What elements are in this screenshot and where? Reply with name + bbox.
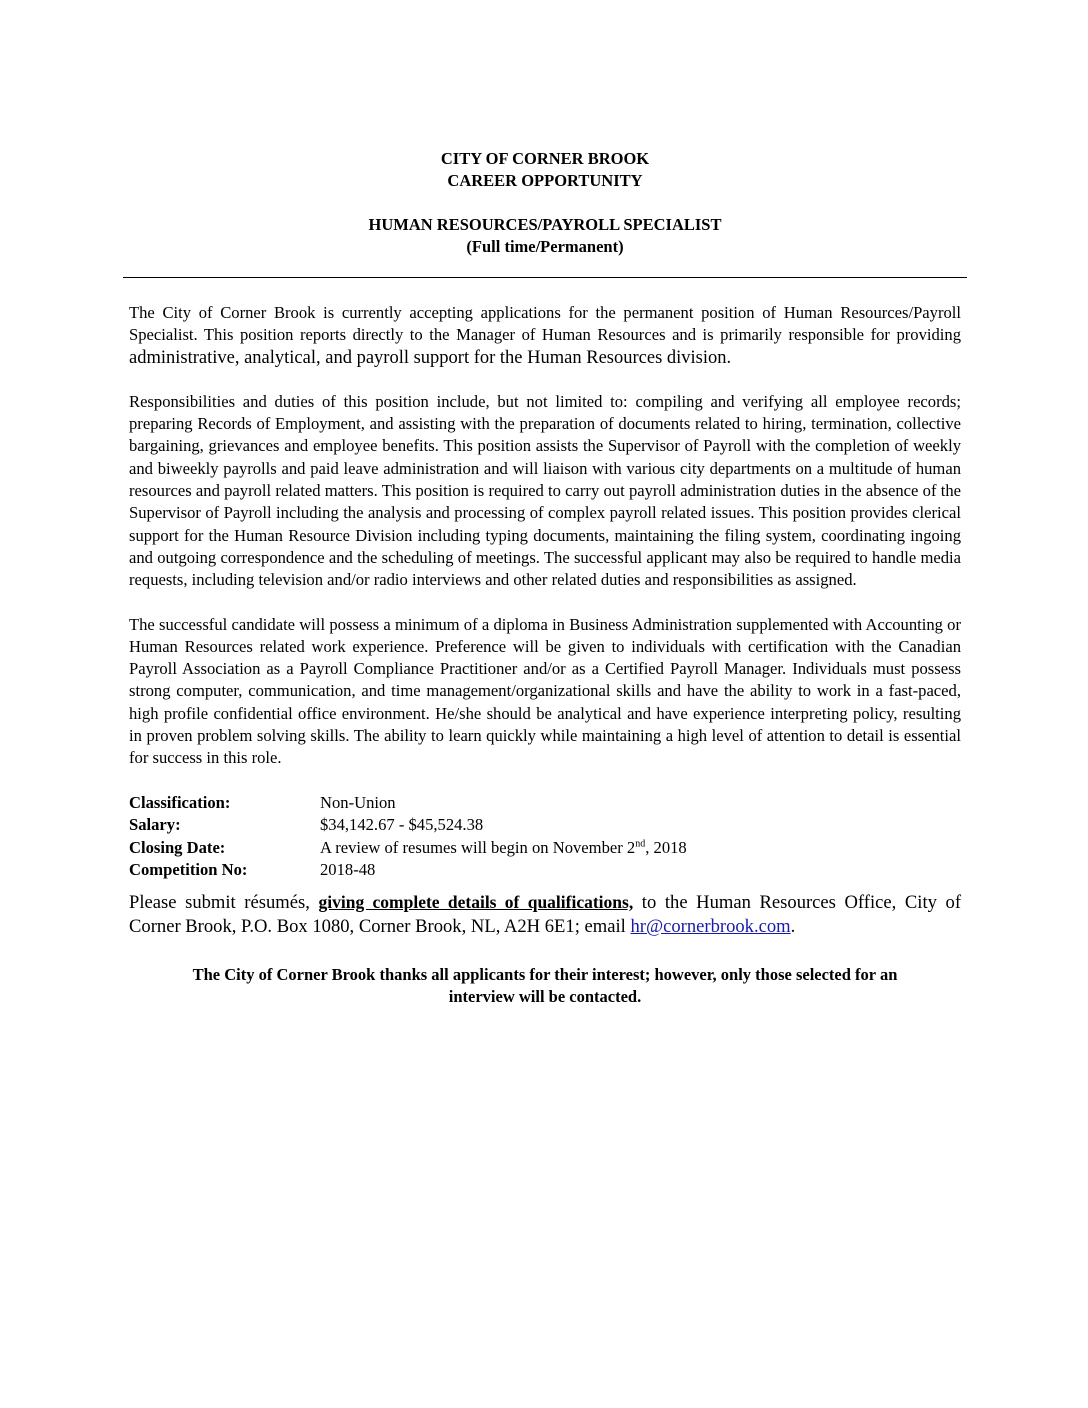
footer-note [129,964,961,1008]
position-title: HUMAN RESOURCES/PAYROLL SPECIALIST [368,215,722,234]
career-opportunity-title: CAREER OPPORTUNITY [447,171,643,190]
header-divider [123,277,967,278]
document-page [129,148,961,1008]
salary-value: $34,142.67 - $45,524.38 [320,815,484,835]
qualifications-emphasis: giving complete details of qualifications, [318,891,634,912]
classification-label: Classification: [129,792,231,812]
classification-row [129,792,687,815]
intro-text-continued: administrative, analytical, and payroll support for the Human Resources division. [129,347,732,368]
footer-line-2: interview will be contacted. [448,986,642,1006]
position-details [129,792,687,882]
competition-number-value: 2018-48 [320,860,376,880]
competition-number-row [129,859,687,882]
footer-line-1: The City of Corner Brook thanks all applicants for their interest; however, only those selected for an [192,964,898,984]
submission-instructions: Please submit résumés, giving complete details of qualifications, to the Human Resources Office, City of Corner Brook, P.O. Box 1080, Corner Brook, NL, A2H 6E1; email hr@cornerbrook.com. [129,891,962,938]
intro-paragraph [129,302,961,369]
closing-date-label: Closing Date: [129,837,226,857]
classification-value: Non-Union [320,792,396,812]
salary-row [129,814,687,837]
position-type: (Full time/Permanent) [466,237,624,256]
responsibilities-paragraph: Responsibilities and duties of this position include, but not limited to: compiling and verifying all employee records; preparing Records of Employment, and assisting with the preparation of documents related to hiring, termination, collective bargaining, grievances and employee benefits. This position assists the Supervisor of Payroll with the completion of weekly and biweekly payrolls and paid leave administration and will liaison with various city departments on a multitude of human resources and payroll related matters. This position is required to carry out payroll administration duties in the absence of the Supervisor of Payroll including the analysis and processing of complex payroll related issues. This position provides clerical support for the Human Resource Division including typing documents, maintaining the filing system, coordinating ingoing and outgoing correspondence and the scheduling of meetings. The successful applicant may also be required to handle media requests, including television and/or radio interviews and other related duties and responsibilities as assigned. [129,391,961,590]
competition-number-label: Competition No: [129,860,248,880]
intro-text: The City of Corner Brook is currently accepting applications for the permanent position of Human Resources/Payroll Specialist. This position reports directly to the Manager of Human Resources and is primarily responsible for providing [129,303,961,345]
salary-label: Salary: [129,815,181,835]
closing-date-row [129,837,687,860]
document-header [129,148,961,258]
email-link[interactable]: hr@cornerbrook.com [630,916,791,938]
qualifications-paragraph: The successful candidate will possess a minimum of a diploma in Business Administration supplemented with Accounting or Human Resources related work experience. Preference will be given to individuals with certification with the Canadian Payroll Association as a Payroll Compliance Practitioner and/or as a Certified Payroll Manager. Individuals must possess strong computer, communication, and time management/organizational skills and have the ability to work in a fast-paced, high profile confidential office environment. He/she should be analytical and have experience interpreting policy, resulting in proven problem solving skills. The ability to learn quickly while maintaining a high level of attention to detail is essential for success in this role. [129,614,961,768]
closing-date-value: A review of resumes will begin on November 2nd, 2018 [320,837,687,857]
city-title: CITY OF CORNER BROOK [440,149,650,168]
